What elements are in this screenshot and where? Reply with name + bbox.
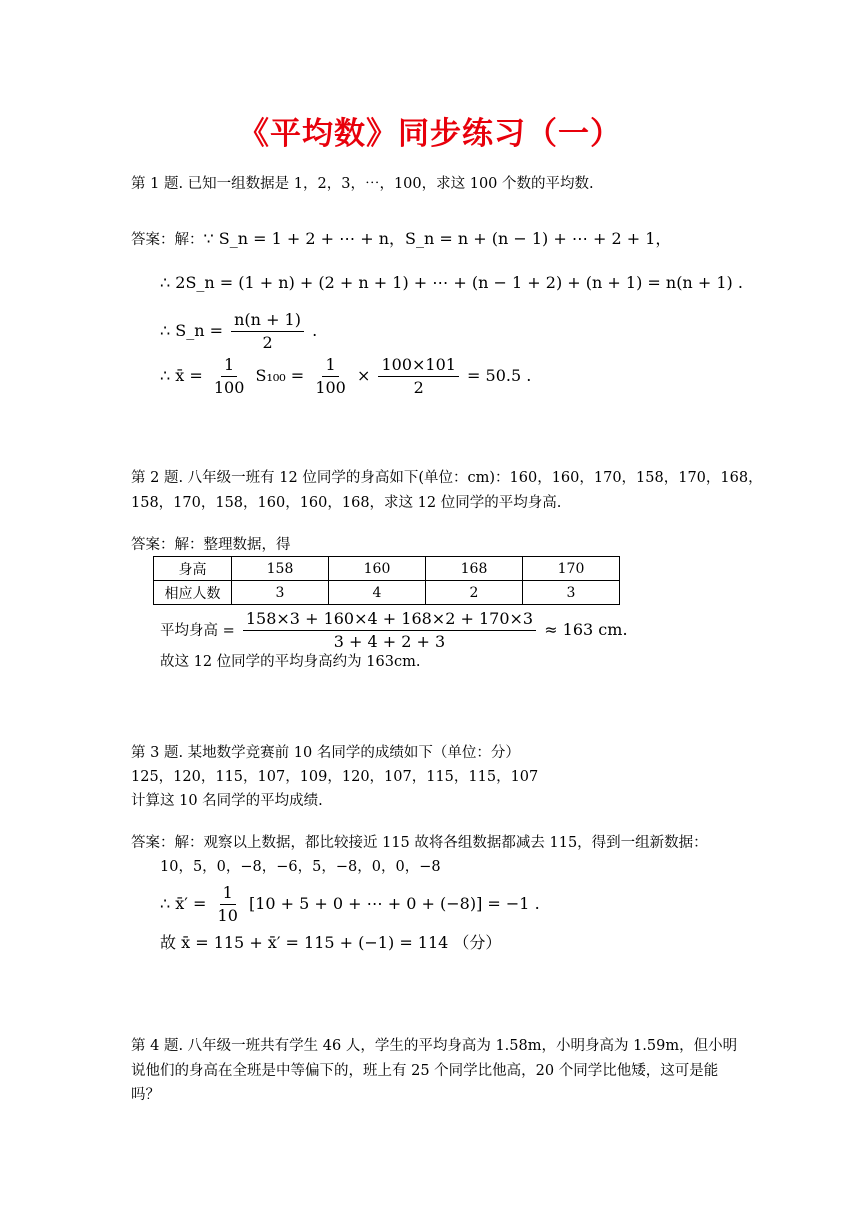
q2-answer: 答案：解：整理数据，得 [131, 537, 291, 553]
q3-formula-rest: [10 + 5 + 0 + ⋯ + 0 + (−8)] = −1 . [248, 894, 540, 913]
q1-formula-3-suffix: . [312, 321, 318, 340]
q3-formula-fraction [215, 884, 241, 925]
fraction-numerator: 100×101 [378, 356, 458, 377]
fraction-numerator: 1 [221, 356, 237, 377]
fraction-numerator: 1 [220, 884, 236, 905]
table-cell: 160 [329, 557, 426, 581]
q3-formula-result: 故 x̄ = 115 + x̄′ = 115 + (−1) = 114 （分） [160, 933, 502, 952]
q1-formula-4-fraction-2 [312, 356, 349, 397]
q4-question-line2: 说他们的身高在全班是中等偏下的，班上有 25 个同学比他高，20 个同学比他矮，这可是能 [131, 1063, 719, 1079]
table-cell: 2 [426, 581, 523, 605]
fraction-denominator: 2 [262, 333, 273, 352]
q3-question-line1: 第 3 题. 某地数学竞赛前 10 名同学的成绩如下（单位：分） [131, 745, 520, 761]
table-cell: 4 [329, 581, 426, 605]
fraction-numerator: n(n + 1) [231, 311, 304, 332]
q2-question-line2: 158，170，158，160，160，168，求这 12 位同学的平均身高. [131, 495, 562, 511]
height-table [153, 556, 620, 605]
q2-average-fraction [243, 610, 536, 651]
q1-formula-4-fraction-3 [378, 356, 458, 397]
q1-formula-3 [160, 311, 317, 352]
q1-formula-4-fraction-1 [211, 356, 248, 397]
fraction-denominator: 100 [213, 378, 245, 397]
q1-answer-line1 [131, 228, 671, 251]
table-row [154, 557, 620, 581]
table-header-height: 身高 [154, 557, 232, 581]
page-title: 《平均数》同步练习（一） [238, 116, 622, 152]
q2-conclusion: 故这 12 位同学的平均身高约为 163cm. [160, 654, 421, 670]
q3-formula-prefix: ∴ x̄′ = [160, 894, 207, 913]
q2-average-prefix: 平均身高 = [160, 623, 235, 639]
q1-formula-4-result: = 50.5 . [467, 366, 532, 385]
fraction-denominator: 2 [413, 378, 424, 397]
q3-question-line2: 125，120，115，107，109，120，107，115，115，107 [131, 769, 539, 785]
q1-formula-1: ∵ S_n = 1 + 2 + ⋯ + n，S_n = n + (n − 1) + ⋯ + 2 + 1， [203, 229, 672, 248]
q1-formula-3-prefix: ∴ S_n = [160, 321, 224, 340]
table-cell: 3 [523, 581, 620, 605]
table-header-count: 相应人数 [154, 581, 232, 605]
q1-question: 第 1 题. 已知一组数据是 1，2，3，⋯，100，求这 100 个数的平均数. [131, 176, 594, 192]
fraction-numerator: 1 [322, 356, 338, 377]
q2-question-line1: 第 2 题. 八年级一班有 12 位同学的身高如下(单位：cm)：160，160，170，158，170，168， [131, 470, 763, 486]
table-row [154, 581, 620, 605]
q1-formula-4 [160, 356, 531, 397]
q2-average-formula [160, 610, 628, 651]
fraction-denominator: 10 [217, 906, 238, 925]
q1-formula-4-middle: S₁₀₀ = [255, 366, 305, 385]
q4-question-line3: 吗？ [131, 1087, 160, 1103]
q1-formula-3-fraction [231, 311, 304, 352]
times-sign: × [356, 366, 371, 385]
q3-formula-mean [160, 884, 540, 925]
q3-answer-line1: 答案：解：观察以上数据，都比较接近 115 故将各组数据都减去 115，得到一组新数据： [131, 835, 708, 851]
table-cell: 3 [232, 581, 329, 605]
q2-average-result: ≈ 163 cm. [544, 620, 628, 639]
fraction-denominator: 3 + 4 + 2 + 3 [333, 632, 446, 651]
q3-question-line3: 计算这 10 名同学的平均成绩. [131, 793, 323, 809]
q1-answer-prefix: 答案：解： [131, 232, 204, 248]
table-cell: 158 [232, 557, 329, 581]
fraction-denominator: 100 [315, 378, 346, 397]
fraction-numerator: 158×3 + 160×4 + 168×2 + 170×3 [243, 610, 536, 631]
q1-formula-2: ∴ 2S_n = (1 + n) + (2 + n + 1) + ⋯ + (n − 1 + 2) + (n + 1) = n(n + 1) . [160, 273, 743, 292]
table-cell: 170 [523, 557, 620, 581]
q4-question-line1: 第 4 题. 八年级一班共有学生 46 人，学生的平均身高为 1.58m，小明身高为 1.59m，但小明 [131, 1038, 738, 1054]
table-cell: 168 [426, 557, 523, 581]
q3-answer-line2: 10，5，0，−8，−6，5，−8，0，0，−8 [160, 859, 441, 875]
q1-formula-4-prefix: ∴ x̄ = [160, 366, 203, 385]
